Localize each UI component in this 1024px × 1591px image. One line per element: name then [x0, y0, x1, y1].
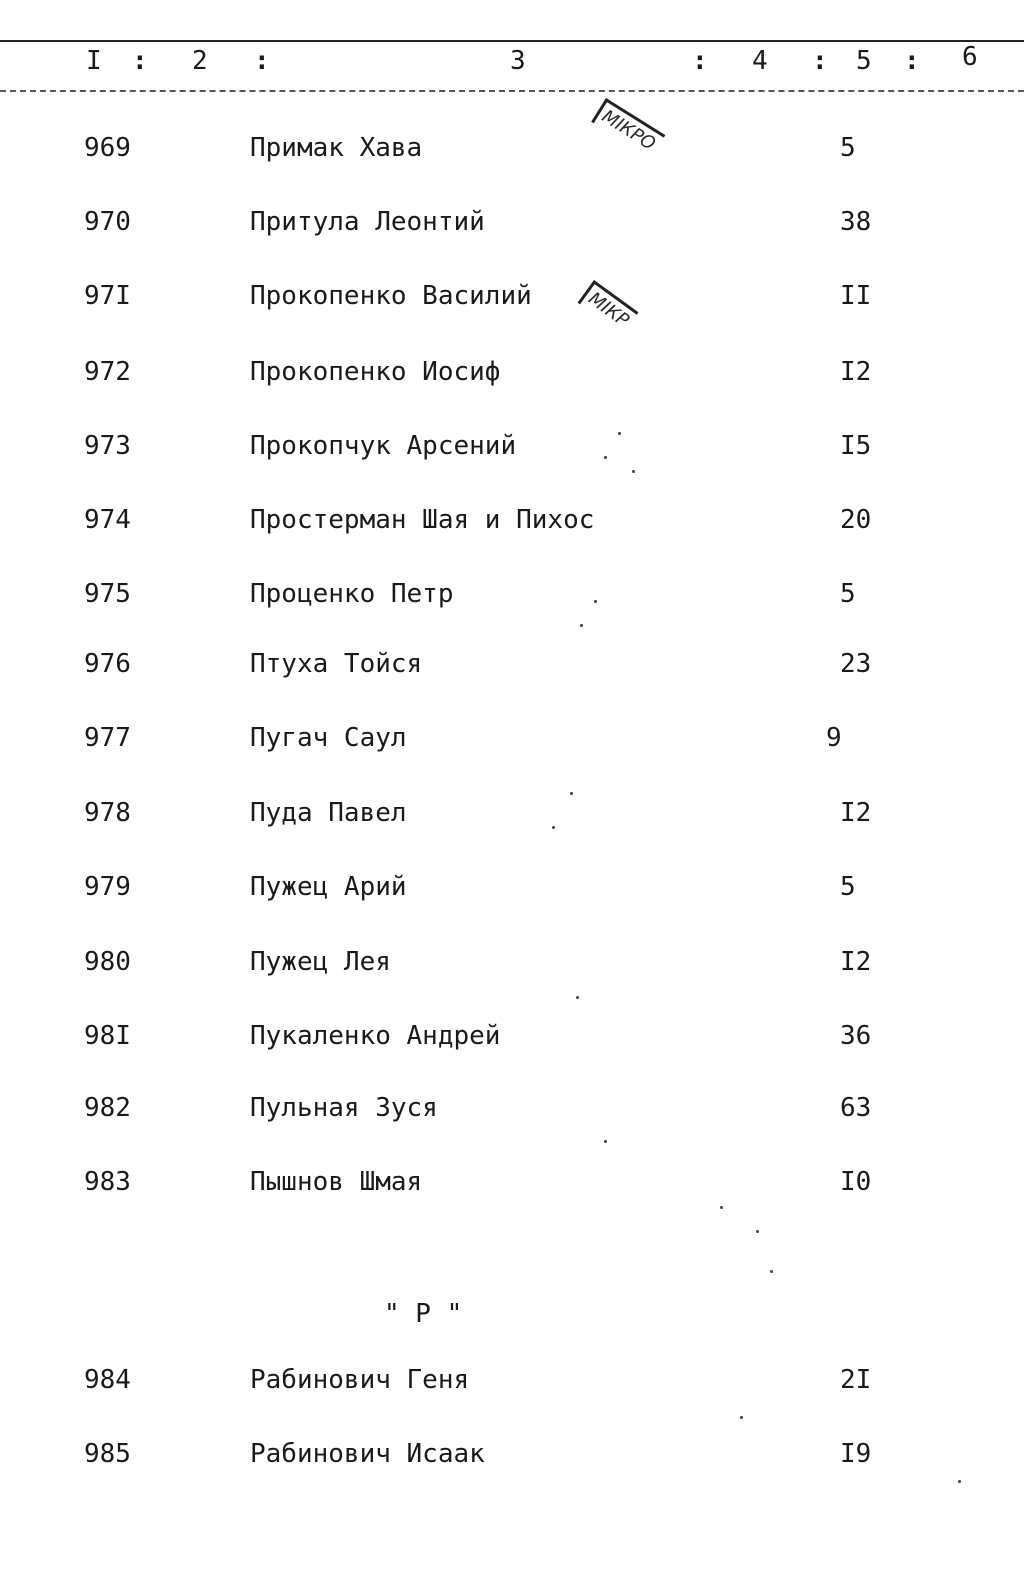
- scan-speck: [632, 470, 635, 473]
- table-row: [0, 1436, 1024, 1476]
- entry-number: 982: [84, 1093, 131, 1123]
- entry-value: 38: [840, 207, 872, 237]
- entry-number: 976: [84, 649, 131, 679]
- scan-speck: [594, 600, 597, 603]
- entry-value: 5: [840, 872, 856, 902]
- entry-name: Прокопчук Арсений: [250, 431, 517, 461]
- entry-name: Пукаленко Андрей: [250, 1021, 501, 1051]
- entry-name: Пужец Лея: [250, 947, 391, 977]
- entry-value: I2: [840, 798, 872, 828]
- entry-number: 975: [84, 579, 131, 609]
- entry-number: 980: [84, 947, 131, 977]
- column-header-2: 2: [192, 46, 208, 76]
- table-row: [0, 576, 1024, 616]
- entry-value: I5: [840, 431, 872, 461]
- entry-number: 972: [84, 357, 131, 387]
- scan-speck: [618, 432, 621, 435]
- entry-value: I2: [840, 357, 872, 387]
- microfilm-stamp: МІКРО: [591, 98, 665, 159]
- entry-name: Пуда Павел: [250, 798, 407, 828]
- entry-name: Пышнов Шмая: [250, 1167, 423, 1197]
- scan-speck: [552, 826, 555, 829]
- entry-value: 2I: [840, 1365, 872, 1395]
- entry-number: 984: [84, 1365, 131, 1395]
- entry-name: Проценко Петр: [250, 579, 454, 609]
- entry-number: 970: [84, 207, 131, 237]
- column-header-1: I: [86, 46, 102, 76]
- entry-name: Рабинович Исаак: [250, 1439, 485, 1469]
- scan-speck: [576, 996, 579, 999]
- column-separator: :: [812, 46, 828, 76]
- column-header-3: 3: [510, 46, 526, 76]
- table-row: [0, 278, 1024, 318]
- table-row: [0, 869, 1024, 909]
- entry-name: Пугач Саул: [250, 723, 407, 753]
- table-row: [0, 130, 1024, 170]
- entry-value: 23: [840, 649, 872, 679]
- table-row: [0, 1362, 1024, 1402]
- scan-speck: [604, 456, 607, 459]
- entry-number: 98I: [84, 1021, 131, 1051]
- entry-value: I9: [840, 1439, 872, 1469]
- column-header-5: 5: [856, 46, 872, 76]
- table-row: [0, 1090, 1024, 1130]
- entry-value: 5: [840, 579, 856, 609]
- entry-name: Прокопенко Иосиф: [250, 357, 501, 387]
- scan-speck: [958, 1480, 961, 1483]
- entry-value: 5: [840, 133, 856, 163]
- column-header-6: 6: [962, 42, 978, 72]
- column-header-4: 4: [752, 46, 768, 76]
- entry-number: 974: [84, 505, 131, 535]
- table-row: [0, 646, 1024, 686]
- header-top-rule: [0, 40, 1024, 42]
- entry-number: 97I: [84, 281, 131, 311]
- scan-speck: [580, 624, 583, 627]
- scan-speck: [740, 1416, 743, 1419]
- table-row: [0, 1164, 1024, 1204]
- entry-value: I0: [840, 1167, 872, 1197]
- entry-value: I2: [840, 947, 872, 977]
- entry-number: 969: [84, 133, 131, 163]
- entry-number: 973: [84, 431, 131, 461]
- scan-speck: [604, 1140, 607, 1143]
- entry-value: 20: [840, 505, 872, 535]
- entry-name: Рабинович Геня: [250, 1365, 470, 1395]
- entry-number: 978: [84, 798, 131, 828]
- scan-speck: [720, 1206, 723, 1209]
- entry-name: Примак Хава: [250, 133, 423, 163]
- scan-speck: [570, 792, 573, 795]
- table-row: [0, 795, 1024, 835]
- entry-name: Прокопенко Василий: [250, 281, 532, 311]
- header-bottom-rule: [0, 90, 1024, 92]
- table-row: [0, 944, 1024, 984]
- microfilm-stamp: МІКР: [578, 280, 639, 335]
- scan-speck: [770, 1270, 773, 1273]
- table-row: [0, 502, 1024, 542]
- table-row: [0, 720, 1024, 760]
- column-separator: :: [692, 46, 708, 76]
- entry-name: Пужец Арий: [250, 872, 407, 902]
- entry-number: 983: [84, 1167, 131, 1197]
- column-separator: :: [904, 46, 920, 76]
- entry-number: 979: [84, 872, 131, 902]
- table-row: [0, 1018, 1024, 1058]
- scan-speck: [756, 1230, 759, 1233]
- column-separator: :: [254, 46, 270, 76]
- table-row: [0, 204, 1024, 244]
- entry-value: 63: [840, 1093, 872, 1123]
- entry-value: 36: [840, 1021, 872, 1051]
- entry-value: II: [840, 281, 872, 311]
- column-separator: :: [132, 46, 148, 76]
- entry-number: 985: [84, 1439, 131, 1469]
- entry-value: 9: [826, 723, 842, 753]
- entry-name: Простерман Шая и Пихос: [250, 505, 595, 535]
- entry-number: 977: [84, 723, 131, 753]
- entry-name: Пульная Зуся: [250, 1093, 438, 1123]
- entry-name: Притула Леонтий: [250, 207, 485, 237]
- table-row: [0, 354, 1024, 394]
- entry-name: Птуха Тойся: [250, 649, 423, 679]
- section-letter-heading: " Р ": [384, 1299, 463, 1329]
- table-row: [0, 428, 1024, 468]
